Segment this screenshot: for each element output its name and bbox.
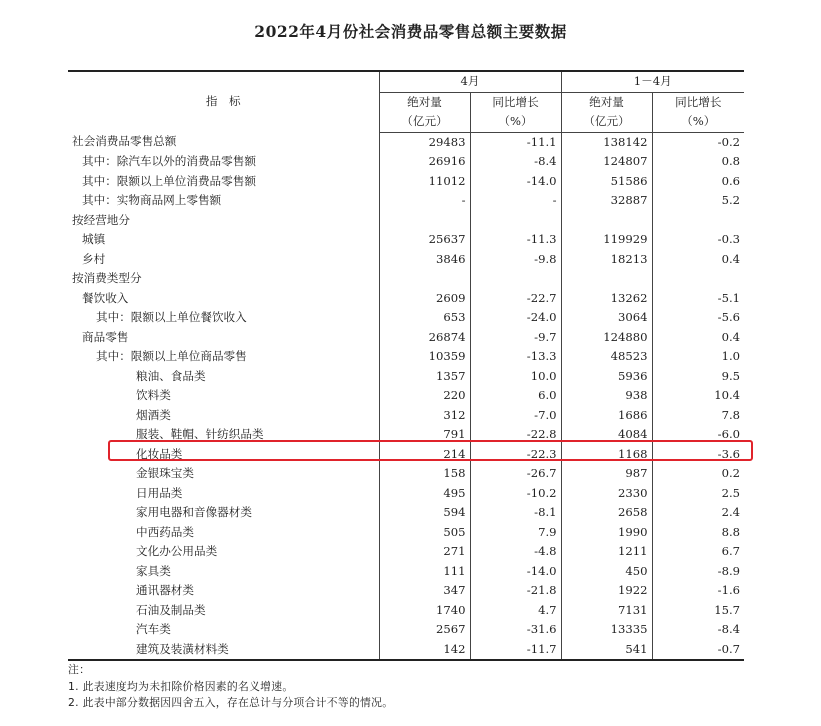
- cell-ytd-value: 48523: [561, 347, 652, 367]
- cell-ytd-growth: 7.8: [652, 406, 744, 426]
- cell-ytd-growth: -1.6: [652, 581, 744, 601]
- cell-april-value: [379, 211, 470, 231]
- cell-ytd-value: 5936: [561, 367, 652, 387]
- table-row: [68, 601, 744, 621]
- cell-april-value: 791: [379, 425, 470, 445]
- cell-april-growth: -11.1: [470, 132, 561, 152]
- table-row: [68, 289, 744, 309]
- cell-april-value: 1740: [379, 601, 470, 621]
- cell-april-growth: [470, 211, 561, 231]
- cell-ytd-growth: [652, 211, 744, 231]
- abs-label-2: 绝对量: [561, 92, 652, 112]
- table-row: [68, 191, 744, 211]
- notes: [68, 662, 393, 712]
- table-row: [68, 328, 744, 348]
- cell-april-growth: -31.6: [470, 620, 561, 640]
- cell-april-growth: -26.7: [470, 464, 561, 484]
- row-label: 城镇: [82, 232, 106, 246]
- row-label: 日用品类: [136, 485, 183, 500]
- cell-ytd-value: 1168: [561, 445, 652, 465]
- cell-ytd-value: 7131: [561, 601, 652, 621]
- cell-april-value: 312: [379, 406, 470, 426]
- table-row: [68, 367, 744, 387]
- indicator-header: 指 标: [68, 71, 379, 132]
- row-label: 粮油、食品类: [136, 368, 206, 383]
- cell-april-growth: 10.0: [470, 367, 561, 387]
- cell-ytd-value: 18213: [561, 250, 652, 270]
- cell-april-value: -: [379, 191, 470, 211]
- cell-april-growth: -4.8: [470, 542, 561, 562]
- row-label: 其中：限额以上单位商品零售: [96, 349, 247, 363]
- cell-april-value: 11012: [379, 172, 470, 192]
- cell-april-growth: [470, 269, 561, 289]
- cell-april-value: [379, 269, 470, 289]
- row-label: 服装、鞋帽、针纺织品类: [136, 427, 264, 441]
- cell-april-value: 158: [379, 464, 470, 484]
- cell-ytd-growth: 2.4: [652, 503, 744, 523]
- cell-april-value: 3846: [379, 250, 470, 270]
- cell-ytd-value: 2658: [561, 503, 652, 523]
- cell-april-growth: -9.8: [470, 250, 561, 270]
- cell-ytd-growth: 5.2: [652, 191, 744, 211]
- cell-april-value: 214: [379, 445, 470, 465]
- abs-label-1: 绝对量: [379, 92, 470, 112]
- table-row: [68, 406, 744, 426]
- table-row: [68, 308, 744, 328]
- cell-ytd-growth: -8.9: [652, 562, 744, 582]
- table-row: [68, 562, 744, 582]
- cell-april-growth: -24.0: [470, 308, 561, 328]
- cell-april-value: 505: [379, 523, 470, 543]
- row-label: 石油及制品类: [136, 602, 206, 617]
- cell-ytd-value: 541: [561, 640, 652, 661]
- cell-ytd-value: 13262: [561, 289, 652, 309]
- period-jan-apr-header: 1－4月: [561, 71, 744, 92]
- cell-april-growth: 6.0: [470, 386, 561, 406]
- cell-ytd-growth: 2.5: [652, 484, 744, 504]
- growth-unit-1: （%）: [470, 112, 561, 132]
- row-label: 饮料类: [136, 388, 171, 402]
- cell-ytd-growth: 0.4: [652, 328, 744, 348]
- cell-ytd-growth: [652, 269, 744, 289]
- cell-ytd-growth: 1.0: [652, 347, 744, 367]
- cell-ytd-value: 938: [561, 386, 652, 406]
- table-row: [68, 386, 744, 406]
- cell-april-value: 347: [379, 581, 470, 601]
- row-label: 通讯器材类: [136, 583, 194, 597]
- table-row: [68, 132, 744, 152]
- table-row: [68, 464, 744, 484]
- growth-label-1: 同比增长: [470, 92, 561, 112]
- cell-ytd-growth: -8.4: [652, 620, 744, 640]
- cell-april-value: 26916: [379, 152, 470, 172]
- cell-april-growth: -8.1: [470, 503, 561, 523]
- cell-april-value: 495: [379, 484, 470, 504]
- row-label: 餐饮收入: [82, 290, 129, 305]
- cell-ytd-value: 51586: [561, 172, 652, 192]
- note-item-1: 1. 此表速度均为未扣除价格因素的名义增速。: [68, 679, 294, 693]
- cell-april-value: 271: [379, 542, 470, 562]
- table-row: [68, 523, 744, 543]
- cell-ytd-value: 119929: [561, 230, 652, 250]
- cell-april-growth: -22.3: [470, 445, 561, 465]
- cell-ytd-value: 1211: [561, 542, 652, 562]
- cell-april-value: 653: [379, 308, 470, 328]
- cell-april-growth: -21.8: [470, 581, 561, 601]
- row-label: 其中：限额以上单位消费品零售额: [82, 173, 256, 188]
- row-label: 家用电器和音像器材类: [136, 505, 252, 519]
- cell-ytd-growth: -0.2: [652, 132, 744, 152]
- retail-sales-table: [68, 70, 744, 661]
- table-row: [68, 250, 744, 270]
- table-row: [68, 484, 744, 504]
- row-label: 汽车类: [136, 622, 171, 636]
- cell-ytd-value: 124807: [561, 152, 652, 172]
- cell-ytd-growth: 0.2: [652, 464, 744, 484]
- table-row: [68, 620, 744, 640]
- cell-ytd-growth: 0.4: [652, 250, 744, 270]
- table-row: [68, 425, 744, 445]
- abs-unit-2: （亿元）: [561, 112, 652, 132]
- row-label: 建筑及装潢材料类: [68, 640, 379, 661]
- cell-ytd-growth: 8.8: [652, 523, 744, 543]
- table-row: [68, 172, 744, 192]
- row-label: 烟酒类: [136, 407, 171, 422]
- cell-april-value: 594: [379, 503, 470, 523]
- cell-april-value: 2567: [379, 620, 470, 640]
- table-row: [68, 152, 744, 172]
- table-row: [68, 230, 744, 250]
- cell-april-growth: -22.8: [470, 425, 561, 445]
- cell-april-value: 220: [379, 386, 470, 406]
- cell-april-growth: -8.4: [470, 152, 561, 172]
- cell-ytd-growth: 0.6: [652, 172, 744, 192]
- cell-ytd-value: 2330: [561, 484, 652, 504]
- cell-ytd-value: 138142: [561, 132, 652, 152]
- table-row: [68, 445, 744, 465]
- row-label: 家具类: [136, 563, 171, 578]
- cell-april-growth: -14.0: [470, 562, 561, 582]
- row-label: 金银珠宝类: [136, 466, 194, 480]
- cell-ytd-growth: -6.0: [652, 425, 744, 445]
- growth-label-2: 同比增长: [652, 92, 744, 112]
- table-row: [68, 211, 744, 231]
- row-label: 中西药品类: [136, 524, 194, 539]
- row-label: 商品零售: [82, 329, 129, 344]
- cell-april-value: 26874: [379, 328, 470, 348]
- table-row: [68, 640, 744, 661]
- cell-ytd-growth: -0.7: [652, 640, 744, 661]
- cell-ytd-value: [561, 211, 652, 231]
- cell-april-growth: -22.7: [470, 289, 561, 309]
- cell-ytd-value: 4084: [561, 425, 652, 445]
- cell-april-value: 1357: [379, 367, 470, 387]
- cell-april-growth: -: [470, 191, 561, 211]
- cell-ytd-value: 124880: [561, 328, 652, 348]
- abs-unit-1: （亿元）: [379, 112, 470, 132]
- cell-ytd-value: 1990: [561, 523, 652, 543]
- cell-april-growth: -10.2: [470, 484, 561, 504]
- cell-april-value: 25637: [379, 230, 470, 250]
- page-title: 2022年4月份社会消费品零售总额主要数据: [254, 22, 567, 41]
- cell-ytd-value: [561, 269, 652, 289]
- cell-april-growth: -7.0: [470, 406, 561, 426]
- cell-ytd-growth: 10.4: [652, 386, 744, 406]
- row-label: 乡村: [82, 251, 106, 266]
- cell-ytd-value: 1922: [561, 581, 652, 601]
- cell-ytd-growth: 0.8: [652, 152, 744, 172]
- row-label: 其中：限额以上单位餐饮收入: [96, 310, 247, 324]
- cell-ytd-value: 1686: [561, 406, 652, 426]
- cell-ytd-growth: -0.3: [652, 230, 744, 250]
- table-row: [68, 347, 744, 367]
- table-row: [68, 503, 744, 523]
- cell-april-growth: -14.0: [470, 172, 561, 192]
- cell-april-growth: -11.3: [470, 230, 561, 250]
- cell-april-value: 111: [379, 562, 470, 582]
- cell-april-value: 142: [379, 640, 470, 661]
- period-april-header: 4月: [379, 71, 561, 92]
- cell-ytd-growth: -5.6: [652, 308, 744, 328]
- cell-april-value: 2609: [379, 289, 470, 309]
- row-label: 化妆品类: [136, 446, 183, 461]
- cell-ytd-growth: -3.6: [652, 445, 744, 465]
- table-row: [68, 269, 744, 289]
- cell-april-value: 29483: [379, 132, 470, 152]
- cell-april-value: 10359: [379, 347, 470, 367]
- cell-april-growth: 4.7: [470, 601, 561, 621]
- cell-ytd-value: 450: [561, 562, 652, 582]
- growth-unit-2: （%）: [652, 112, 744, 132]
- cell-april-growth: -9.7: [470, 328, 561, 348]
- row-label: 社会消费品零售总额: [72, 134, 177, 149]
- row-label: 其中：除汽车以外的消费品零售额: [82, 154, 256, 168]
- table-row: [68, 581, 744, 601]
- notes-heading: 注：: [68, 663, 91, 676]
- row-label: 文化办公用品类: [136, 544, 218, 558]
- cell-ytd-growth: 15.7: [652, 601, 744, 621]
- cell-april-growth: 7.9: [470, 523, 561, 543]
- row-label: 按经营地分: [72, 212, 130, 227]
- cell-ytd-growth: -5.1: [652, 289, 744, 309]
- cell-april-growth: -11.7: [470, 640, 561, 661]
- row-label: 按消费类型分: [72, 271, 142, 285]
- note-item-2: 2. 此表中部分数据因四舍五入，存在总计与分项合计不等的情况。: [68, 696, 394, 709]
- cell-ytd-value: 987: [561, 464, 652, 484]
- cell-april-growth: -13.3: [470, 347, 561, 367]
- cell-ytd-value: 32887: [561, 191, 652, 211]
- cell-ytd-growth: 6.7: [652, 542, 744, 562]
- table-body: [68, 132, 744, 660]
- cell-ytd-growth: 9.5: [652, 367, 744, 387]
- cell-ytd-value: 3064: [561, 308, 652, 328]
- row-label: 其中：实物商品网上零售额: [82, 193, 222, 207]
- table-row: [68, 542, 744, 562]
- cell-ytd-value: 13335: [561, 620, 652, 640]
